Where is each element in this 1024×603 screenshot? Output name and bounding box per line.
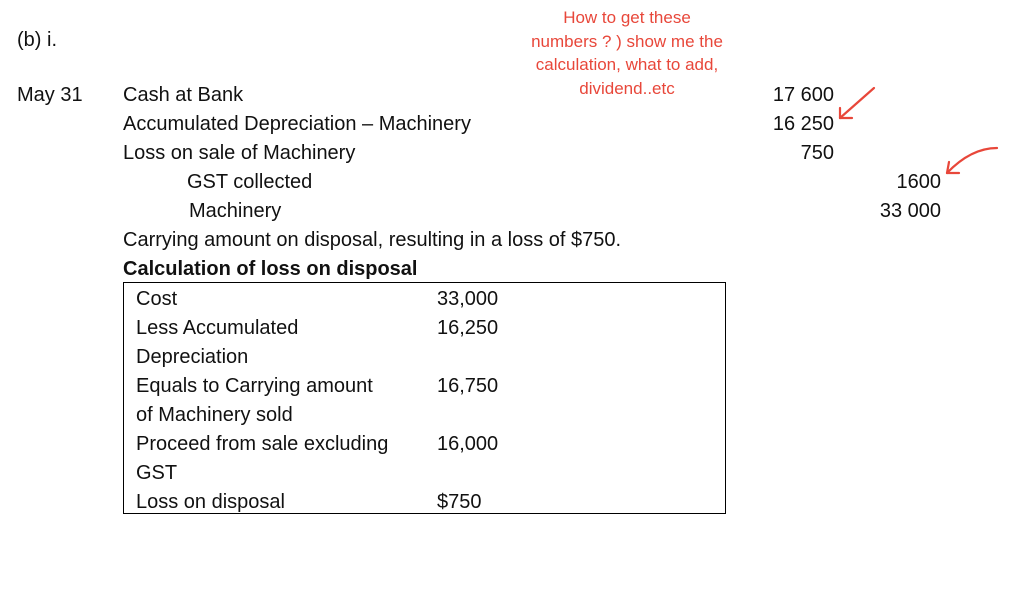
calc-label: Proceed from sale excluding: [136, 433, 389, 455]
section-label: (b) i.: [17, 29, 57, 51]
journal-account: Loss on sale of Machinery: [123, 142, 356, 164]
journal-debit: 17 600: [772, 84, 834, 106]
calc-label: Loss on disposal: [136, 491, 285, 513]
checkmark-icon: [838, 84, 878, 124]
calc-label: Depreciation: [136, 346, 249, 368]
journal-date: May 31: [17, 84, 83, 106]
journal-account: GST collected: [187, 171, 313, 193]
question-note: [500, 6, 754, 100]
journal-credit: 33 000: [879, 200, 941, 222]
calc-label: of Machinery sold: [136, 404, 293, 426]
journal-debit: 16 250: [772, 113, 834, 135]
calc-value: 16,000: [437, 433, 499, 455]
calculation-heading: Calculation of loss on disposal: [123, 258, 418, 280]
journal-debit: 750: [800, 142, 834, 164]
calculation-table: [123, 282, 726, 514]
calc-value: 16,250: [437, 317, 499, 339]
note-line: calculation, what to add,: [535, 55, 719, 74]
journal-narration: Carrying amount on disposal, resulting in a loss of $750.: [123, 229, 622, 251]
arrow-icon: [943, 140, 1001, 180]
note-line: numbers ? ) show me the: [531, 31, 723, 51]
calc-value: 16,750: [437, 375, 499, 397]
calc-value: 33,000: [437, 288, 499, 310]
calc-label: GST: [136, 462, 178, 484]
journal-account: Accumulated Depreciation – Machinery: [123, 113, 471, 135]
note-line: How to get these: [563, 8, 691, 27]
note-line: dividend..etc: [579, 78, 675, 98]
calc-label: Cost: [136, 288, 178, 310]
calc-value: $750: [437, 491, 482, 513]
journal-account: Machinery: [189, 200, 282, 222]
calc-label: Less Accumulated: [136, 317, 299, 339]
journal-account: Cash at Bank: [123, 84, 244, 106]
journal-credit: 1600: [896, 171, 941, 193]
calc-label: Equals to Carrying amount: [136, 375, 373, 397]
